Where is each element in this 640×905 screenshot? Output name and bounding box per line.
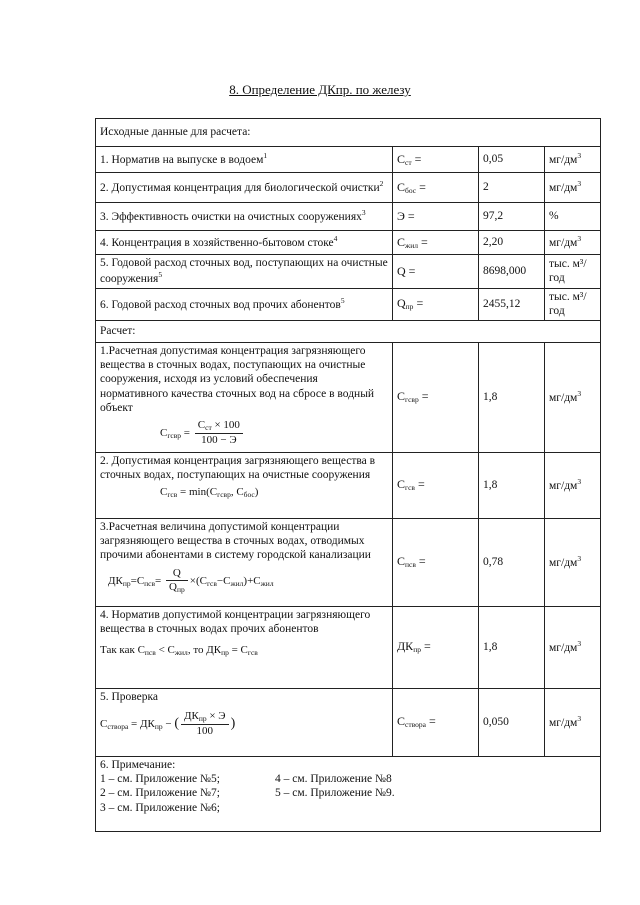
input-row: 3. Эффективность очистки на очистных сооружениях$^3$ Э = 97,2 % bbox=[96, 203, 601, 231]
notes-list bbox=[100, 772, 596, 815]
formula-check: $C_{створа} = ДК_{пр}$ − ( $\frac{ДК_{пр} \times Э}{100}$ ) bbox=[100, 709, 236, 737]
inputs-header: Исходные данные для расчета: bbox=[96, 119, 601, 147]
calc-row: 3.Расчетная величина допустимой концентрации загрязняющего вещества в сточных водах, отводимых прочими абонентами в систему городской канализации $ДК_{пр}=C_{псв}=$ $\frac{Q}{Q_{пр}}$ $\times(C_{гсв}-C_{жил})+C_{жил}$ $C_{псв}$ = 0,78 $мг/дм^3$ bbox=[96, 518, 601, 606]
input-row: 4. Концентрация в хозяйственно-бытовом стоке$^4$ $C_{жил}$ = 2,20 $мг/дм^3$ bbox=[96, 231, 601, 255]
calc-row: 1.Расчетная допустимая концентрация загрязняющего вещества в сточных водах, поступающих на очистные сооружения, исходя из условий обеспечения нормативного качества сточных вод на сбросе в водный объект $C_{гсвр}$ = $\frac{C_{ст} \times 100}{100 - Э}$ $C_{гсвр}$ = 1,8 $мг/дм^3$ bbox=[96, 342, 601, 452]
note-item: 4 – см. Приложение №8 bbox=[275, 772, 392, 785]
calc-row: 2. Допустимая концентрация загрязняющего вещества в сточных водах, поступающих на очистные сооружения $C_{гсв} = \min(C_{гсвр}$, $C_{бос}$) $C_{гсв}$ = 1,8 $мг/дм^3$ bbox=[96, 452, 601, 518]
note-item: 1 – см. Приложение №5; bbox=[100, 772, 220, 785]
calc-row: 4. Норматив допустимой концентрации загрязняющего вещества в сточных водах прочих абонентов Так как $C_{псв} < C_{жил}$, то $ДК_{пр} = C_{гсв}$ $ДК_{пр}$ = 1,8 $мг/дм^3$ bbox=[96, 606, 601, 688]
calc-row: 5. Проверка $C_{створа} = ДК_{пр}$ − ( $\frac{ДК_{пр} \times Э}{100}$ ) $C_{створа}$ = 0,050 $мг/дм^3$ bbox=[96, 688, 601, 756]
formula-csv: $C_{гсв} = \min(C_{гсвр}$, $C_{бос}$) bbox=[160, 486, 259, 500]
notes-header: 6. Примечание: bbox=[100, 758, 176, 771]
formula-cpsv: $ДК_{пр}=C_{псв}=$ $\frac{Q}{Q_{пр}}$ $\times(C_{гсв}-C_{жил})+C_{жил}$ bbox=[108, 566, 274, 595]
calc-header: Расчет: bbox=[96, 320, 601, 342]
formula-csvr: $C_{гсвр}$ = $\frac{C_{ст} \times 100}{100 - Э}$ bbox=[100, 419, 388, 448]
note-item bbox=[275, 801, 475, 815]
input-row: 5. Годовой расход сточных вод, поступающих на очистные сооружения$^5$ Q = 8698,000 тыс. м³/год bbox=[96, 255, 601, 289]
notes-row bbox=[96, 756, 601, 831]
input-row: 6. Годовой расход сточных вод прочих абонентов$^5$ $Q_{пр}$ = 2455,12 тыс. м³/год bbox=[96, 288, 601, 320]
input-row: 1. Норматив на выпуске в водоем$^1$ $C_{ст}$ = 0,05 $мг/дм^3$ bbox=[96, 147, 601, 173]
note-item: 5 – см. Приложение №9. bbox=[275, 787, 395, 800]
formula-dkpr: Так как $C_{псв} < C_{жил}$, то $ДК_{пр} = C_{гсв}$ bbox=[100, 644, 258, 658]
page-title: 8. Определение ДКпр. по железу bbox=[229, 82, 411, 97]
calculation-table bbox=[95, 118, 601, 832]
note-item: 2 – см. Приложение №7; bbox=[100, 787, 220, 800]
input-row: 2. Допустимая концентрация для биологической очистки$^2$ $C_{бос}$ = 2 $мг/дм^3$ bbox=[96, 173, 601, 203]
note-item: 3 – см. Приложение №6; bbox=[100, 801, 220, 814]
